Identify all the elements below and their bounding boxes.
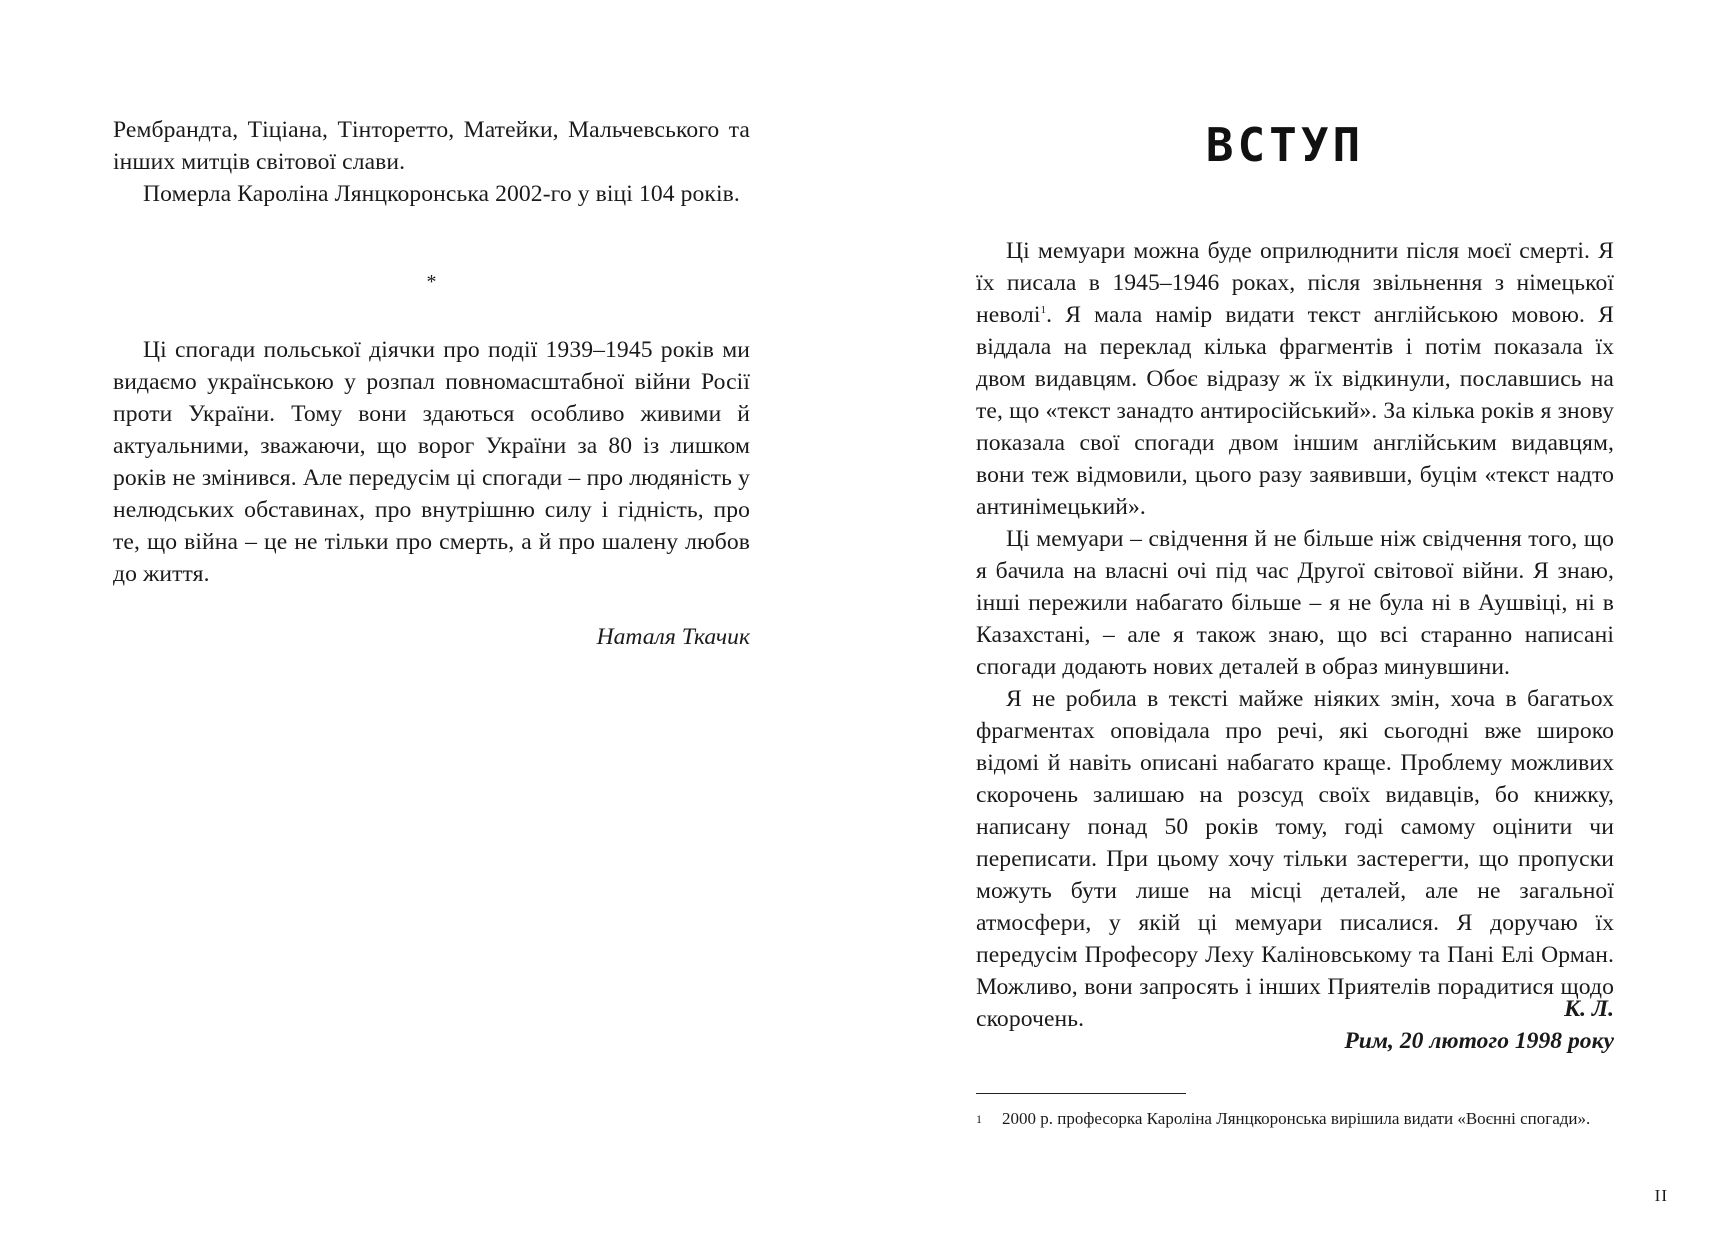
paragraph-1	[976, 235, 1614, 523]
paragraph-3: Я не робила в тексті майже ніяких змін, хоча в багатьох фрагментах оповідала про речі, які сьогодні вже широко відомі й навіть описані набагато краще. Проблему можливих скорочень залишаю на розсуд своїх видавців, бо книжку, написану понад 50 років тому, годі самому оцінити чи переписати. При цьому хочу тільки застерегти, що пропуски можуть бути лише на місці деталей, але не загальної атмосфери, у якій ці мемуари писалися. Я доручаю їх передусім Професору Леху Каліновському та Пані Елі Орман. Можливо, вони запросять і інших Приятелів порадитися щодо скорочень.	[976, 686, 1614, 1032]
right-page	[857, 0, 1713, 1258]
paragraph-memoirs: Ці спогади польської діячки про події 1939–1945 років ми видаємо українською у розпал повномасштабної війни Росії проти України. Тому вони здаються особливо живими й актуальними, зважаючи, що ворог України за 80 із лишком років не змінився. Але передусім ці спогади – про людяність у нелюдських обставинах, про внутрішню силу і гідність, про те, що війна – це не тільки про смерть, а й про шалену любов до життя.	[113, 337, 750, 587]
section-separator: *	[426, 271, 437, 293]
footnote-number: 1	[976, 1112, 982, 1126]
introduction-text	[976, 235, 1614, 1035]
translator-signature: Наталя Ткачик	[596, 624, 750, 650]
left-page-top-text	[113, 114, 750, 210]
paragraph-1-start: Ці мемуари можна буде оприлюднити після моєї смерті. Я їх писала в 1945–1946 роках, після звільнення з німецької неволі	[976, 238, 1614, 328]
author-signature	[976, 993, 1614, 1057]
paragraph-death: Померла Кароліна Лянцкоронська 2002-го у віці 104 років.	[143, 181, 740, 207]
paragraph-continued: Рембрандта, Тіціана, Тінторетто, Матейки, Мальчевського та інших митців світової слави.	[113, 117, 750, 175]
left-page-memoirs-text	[113, 334, 750, 590]
paragraph-1-end: . Я мала намір видати текст англійською мовою. Я віддала на переклад кілька фрагментів і потім показала їх двом видавцям. Обоє відразу ж їх відкинули, пославшись на те, що «текст занадто антиросійський». За кілька років я знову показала свої спогади двом іншим англійським видавцям, вони теж відмовили, цього разу заявивши, буцім «текст надто антинімецький».	[976, 302, 1614, 520]
left-page	[0, 0, 856, 1258]
page-number: II	[1654, 1186, 1668, 1205]
footnote-text: 2000 р. професорка Кароліна Лянцкоронська вирішила видати «Воєнні спогади».	[1002, 1109, 1591, 1128]
footnote-reference[interactable]: 1	[1040, 304, 1047, 317]
signature-place-date: Рим, 20 лютого 1998 року	[1344, 1028, 1614, 1054]
footnote-divider	[976, 1093, 1186, 1094]
paragraph-2: Ці мемуари – свідчення й не більше ніж свідчення того, що я бачила на власні очі під час Другої світової війни. Я знаю, інші пережили набагато більше – я не була ні в Аушвіці, ні в Казахстані, – але я також знаю, що всі старанно написані спогади додають нових деталей в образ минувшини.	[976, 526, 1614, 680]
footnote	[976, 1108, 1614, 1130]
chapter-title: ВСТУП	[1205, 118, 1365, 172]
author-initials: К. Л.	[1564, 996, 1614, 1022]
